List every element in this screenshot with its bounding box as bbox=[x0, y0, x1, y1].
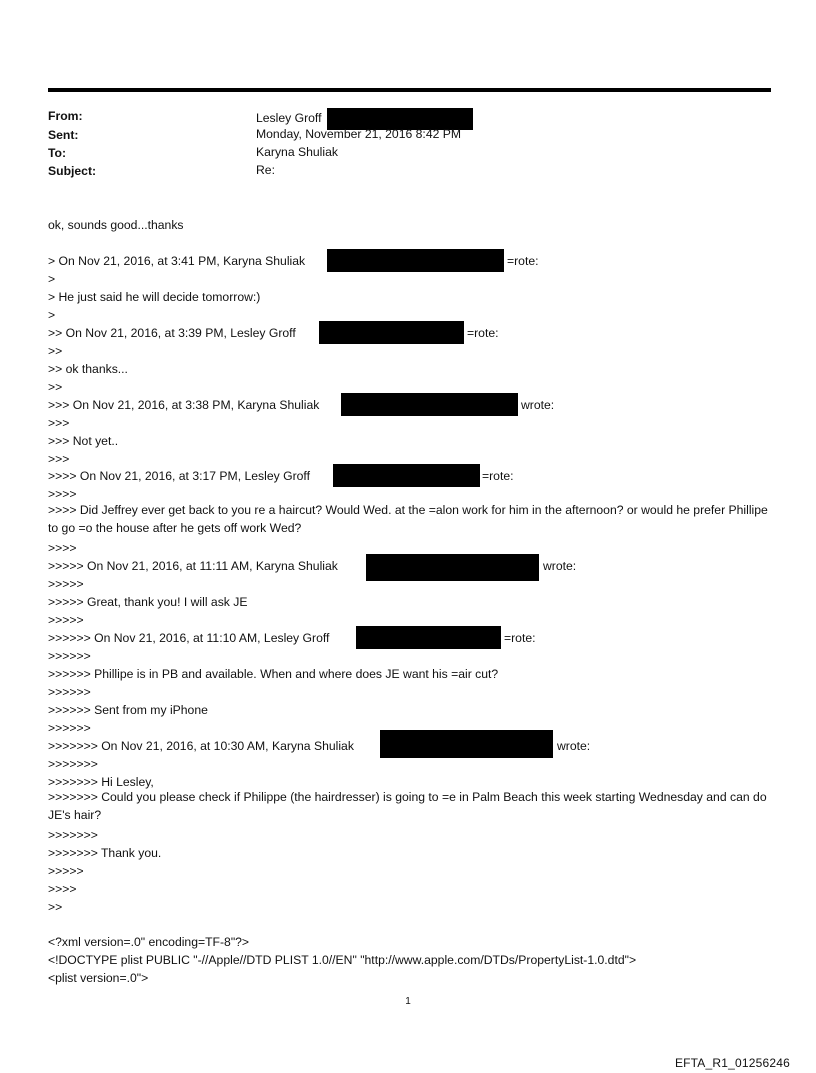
quote-header-suffix: =rote: bbox=[482, 469, 514, 483]
body-line: >>>>>>> Hi Lesley, bbox=[48, 775, 154, 789]
redaction-box bbox=[380, 730, 553, 758]
redaction-box bbox=[356, 626, 501, 649]
quote-header-line bbox=[48, 739, 768, 753]
body-line: >>>>>>> bbox=[48, 828, 98, 842]
from-label: From: bbox=[48, 109, 83, 123]
body-line: >>>>>> bbox=[48, 685, 91, 699]
body-line: >>>>>> Sent from my iPhone bbox=[48, 703, 208, 717]
body-line: >>>>>> bbox=[48, 721, 91, 735]
body-line: >>>>> Great, thank you! I will ask JE bbox=[48, 595, 248, 609]
body-line: <!DOCTYPE plist PUBLIC "-//Apple//DTD PLIST 1.0//EN" "http://www.apple.com/DTDs/PropertyList-1.0.dtd"> bbox=[48, 953, 637, 967]
quote-header-suffix: wrote: bbox=[557, 739, 591, 753]
body-line: >>>>> bbox=[48, 613, 84, 627]
quote-header-text: >>>>>> On Nov 21, 2016, at 11:10 AM, Lesley Groff bbox=[48, 631, 330, 645]
header-rule bbox=[48, 88, 771, 92]
body-line: <plist version=.0"> bbox=[48, 971, 149, 985]
quote-header-text: >>> On Nov 21, 2016, at 3:38 PM, Karyna Shuliak bbox=[48, 398, 320, 412]
quote-header-suffix: =rote: bbox=[507, 254, 539, 268]
sent-value: Monday, November 21, 2016 8:42 PM bbox=[256, 127, 462, 141]
quote-header-suffix: =rote: bbox=[504, 631, 536, 645]
sent-label: Sent: bbox=[48, 128, 79, 142]
body-line: >>>>>>> Thank you. bbox=[48, 846, 162, 860]
body-line: >>>> bbox=[48, 487, 77, 501]
to-label: To: bbox=[48, 146, 67, 160]
subject-value: Re: bbox=[256, 163, 275, 177]
quote-header-suffix: wrote: bbox=[543, 559, 577, 573]
body-line: >> bbox=[48, 900, 63, 914]
to-value: Karyna Shuliak bbox=[256, 145, 338, 159]
body-line: >>> bbox=[48, 416, 70, 430]
body-line: ok, sounds good...thanks bbox=[48, 218, 184, 232]
quote-header-text: >>>> On Nov 21, 2016, at 3:17 PM, Lesley Groff bbox=[48, 469, 310, 483]
quote-header-text: >>>>>>> On Nov 21, 2016, at 10:30 AM, Karyna Shuliak bbox=[48, 739, 354, 753]
body-line: >>>>> bbox=[48, 577, 84, 591]
body-line: >>>>>>> bbox=[48, 757, 98, 771]
quote-header-text: >>>>> On Nov 21, 2016, at 11:11 AM, Karyna Shuliak bbox=[48, 559, 338, 573]
body-paragraph: >>>>>>> Could you please check if Philippe (the hairdresser) is going to =e in Palm Beach this week starting Wednesday and can do JE's hair? bbox=[48, 790, 767, 822]
redaction-box bbox=[319, 321, 464, 344]
body-line: > bbox=[48, 308, 56, 322]
quote-header-line bbox=[48, 254, 768, 268]
quote-header-line bbox=[48, 559, 768, 573]
redaction-box bbox=[341, 393, 518, 416]
body-line: > He just said he will decide tomorrow:) bbox=[48, 290, 261, 304]
body-line: >>> bbox=[48, 452, 70, 466]
quote-header-line bbox=[48, 326, 768, 340]
page-number: 1 bbox=[405, 996, 411, 1007]
body-line: <?xml version=.0" encoding=TF-8"?> bbox=[48, 935, 250, 949]
body-line: >>>>> bbox=[48, 864, 84, 878]
redaction-box bbox=[333, 464, 480, 487]
body-paragraph: >>>> Did Jeffrey ever get back to you re a haircut? Would Wed. at the =alon work for him in the afternoon? or would he prefer Phillipe to go =o the house after he gets off work Wed? bbox=[48, 503, 768, 535]
bates-number: EFTA_R1_01256246 bbox=[674, 1056, 790, 1070]
quote-header-suffix: =rote: bbox=[467, 326, 499, 340]
quote-header-text: >> On Nov 21, 2016, at 3:39 PM, Lesley Groff bbox=[48, 326, 296, 340]
quote-header-text: > On Nov 21, 2016, at 3:41 PM, Karyna Shuliak bbox=[48, 254, 306, 268]
redaction-box bbox=[327, 249, 504, 272]
quote-header-line bbox=[48, 631, 768, 645]
quote-header-suffix: wrote: bbox=[521, 398, 555, 412]
body-line: >> bbox=[48, 380, 63, 394]
body-line: >>>>>> bbox=[48, 649, 91, 663]
body-line: >>> Not yet.. bbox=[48, 434, 119, 448]
body-line: >> bbox=[48, 344, 63, 358]
from-name: Lesley Groff bbox=[256, 111, 322, 126]
quote-header-line bbox=[48, 398, 768, 412]
quote-header-line bbox=[48, 469, 768, 483]
body-line: > bbox=[48, 272, 56, 286]
body-line: >>>> bbox=[48, 541, 77, 555]
subject-label: Subject: bbox=[48, 164, 97, 178]
body-line: >> ok thanks... bbox=[48, 362, 128, 376]
body-line: >>>>>> Phillipe is in PB and available. When and where does JE want his =air cut? bbox=[48, 667, 499, 681]
body-line: >>>> bbox=[48, 882, 77, 896]
